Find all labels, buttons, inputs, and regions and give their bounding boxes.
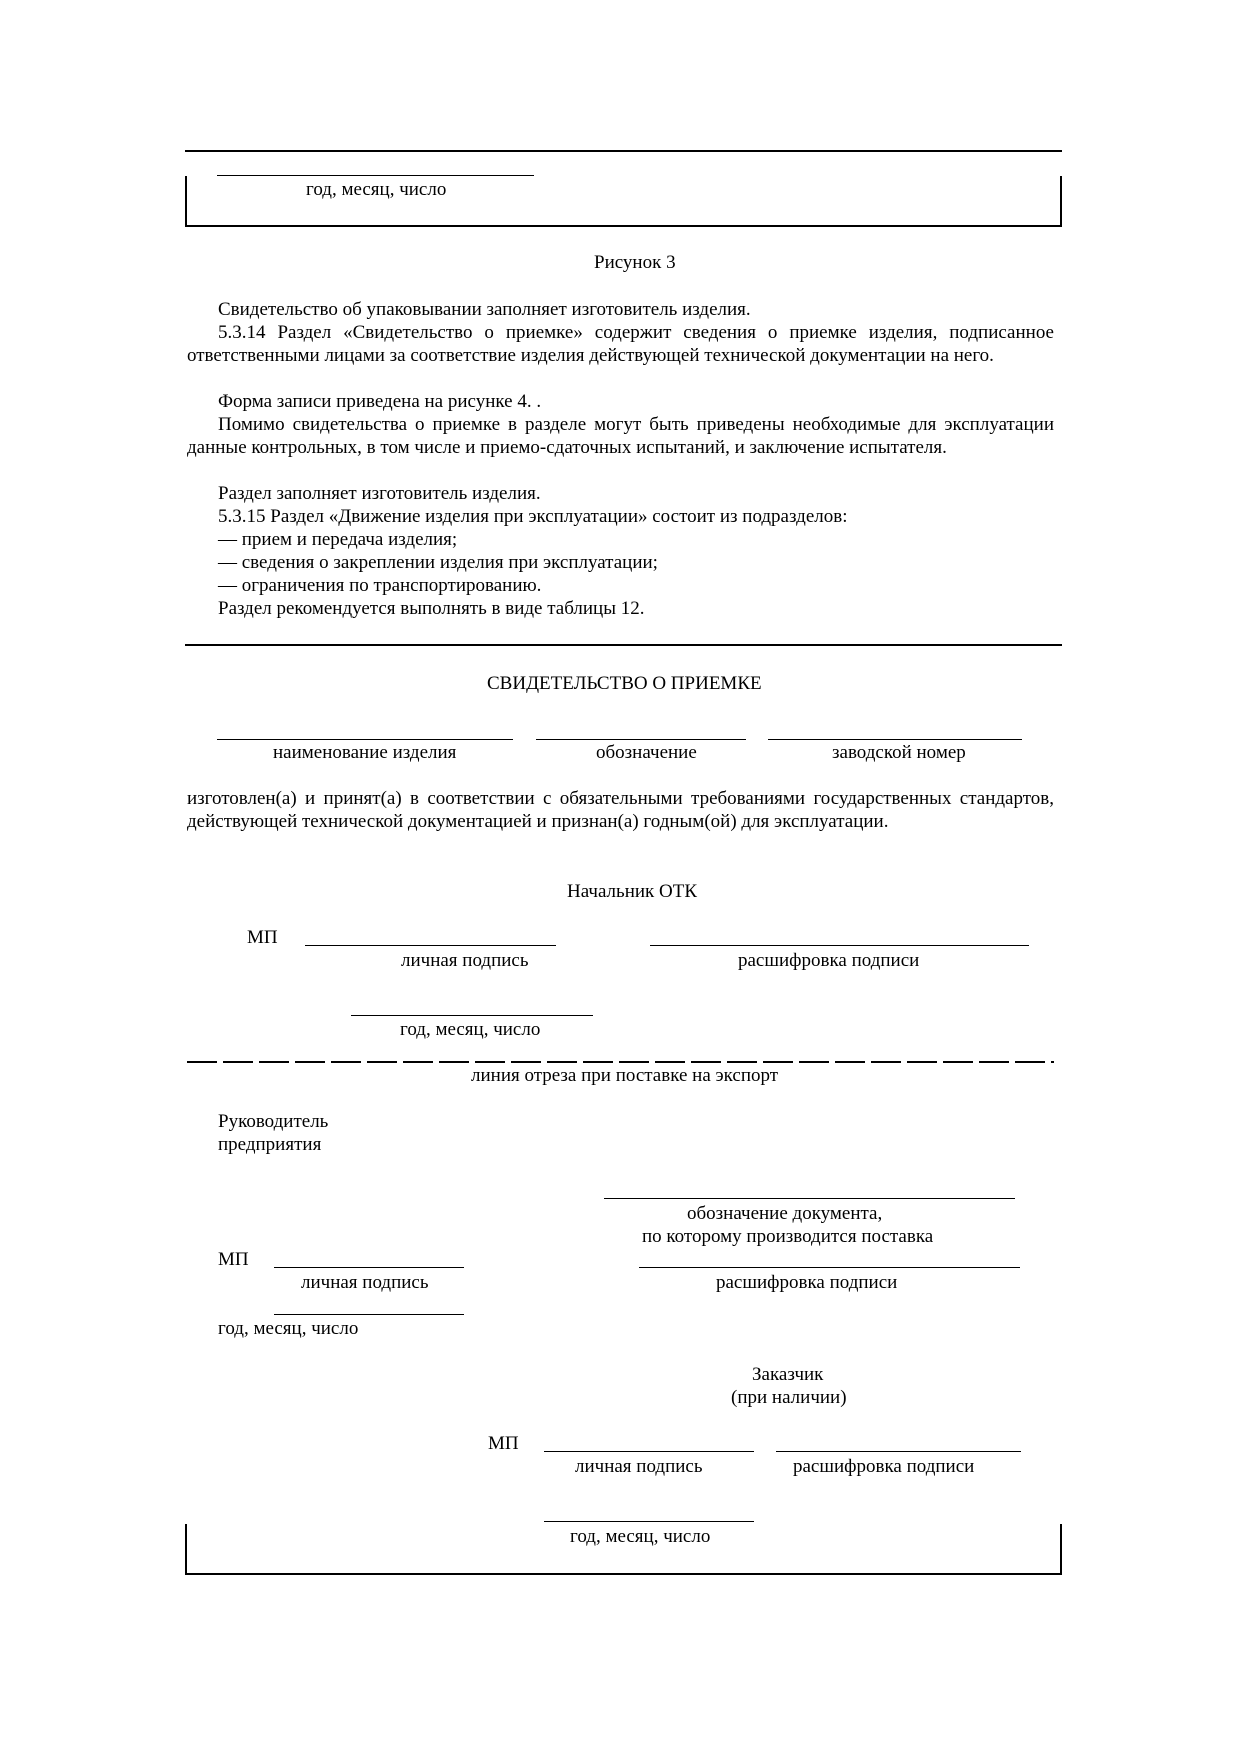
form-title: СВИДЕТЕЛЬСТВО О ПРИЕМКЕ (487, 673, 762, 694)
figure-caption: Рисунок 3 (594, 252, 676, 273)
decoding-caption: расшифровка подписи (738, 950, 920, 971)
paragraph: Раздел рекомендуется выполнять в виде таблицы 12. (218, 598, 645, 619)
manager-label: предприятия (218, 1134, 322, 1155)
figure3-frame-right-border (1060, 176, 1062, 227)
stamp-place-label: МП (218, 1249, 249, 1270)
date-underline (351, 1015, 593, 1016)
supply-document-underline (604, 1198, 1015, 1199)
cut-line (187, 1061, 1054, 1063)
customer-label: (при наличии) (731, 1387, 847, 1408)
form-frame-right-border (1060, 1524, 1062, 1575)
product-name-caption: наименование изделия (273, 742, 457, 763)
decoding-underline (650, 945, 1029, 946)
stamp-place-label: МП (247, 927, 278, 948)
signature-underline (274, 1267, 464, 1268)
stamp-place-label: МП (488, 1433, 519, 1454)
date-underline (544, 1521, 754, 1522)
decoding-caption: расшифровка подписи (793, 1456, 975, 1477)
designation-underline (536, 739, 746, 740)
form-frame-top-rule (185, 644, 1062, 646)
date-underline (274, 1314, 464, 1315)
paragraph: Форма записи приведена на рисунке 4. . (218, 391, 542, 412)
list-item: — прием и передача изделия; (218, 529, 458, 550)
customer-label: Заказчик (752, 1364, 824, 1385)
form-frame-left-border (185, 1524, 187, 1575)
decoding-caption: расшифровка подписи (716, 1272, 898, 1293)
certificate-statement: изготовлен(а) и принят(а) в соответствии с обязательными требованиями государственных стандартов, действующей технической документацией и признан(а) годным(ой) для эксплуатации. (187, 788, 1054, 832)
signature-underline (544, 1451, 754, 1452)
form-frame-bottom-rule (185, 1573, 1062, 1575)
figure3-frame-left-border (185, 176, 187, 227)
paragraph: Помимо свидетельства о приемке в разделе могут быть приведены необходимые для эксплуатации данные контрольных, в том числе и приемо-сдаточных испытаний, и заключение испытателя. (187, 414, 1054, 458)
figure3-frame-bottom-rule (185, 225, 1062, 227)
product-name-underline (217, 739, 513, 740)
figure3-frame-top-rule (185, 150, 1062, 152)
serial-number-underline (768, 739, 1022, 740)
paragraph: Раздел заполняет изготовитель изделия. (218, 483, 541, 504)
decoding-underline (639, 1267, 1020, 1268)
manager-label: Руководитель (218, 1111, 329, 1132)
supply-document-caption: по которому производится поставка (642, 1226, 934, 1247)
list-item: — сведения о закреплении изделия при эксплуатации; (218, 552, 658, 573)
date-caption: год, месяц, число (306, 179, 447, 200)
signature-caption: личная подпись (301, 1272, 429, 1293)
supply-document-caption: обозначение документа, (687, 1203, 883, 1224)
date-caption: год, месяц, число (400, 1019, 541, 1040)
paragraph: 5.3.15 Раздел «Движение изделия при эксплуатации» состоит из подразделов: (218, 506, 848, 527)
signature-underline (305, 945, 556, 946)
paragraph: 5.3.14 Раздел «Свидетельство о приемке» содержит сведения о приемке изделия, подписанное ответственными лицами за соответствие изделия действующей технической документации на него. (187, 322, 1054, 366)
date-caption: год, месяц, число (570, 1526, 711, 1547)
designation-caption: обозначение (596, 742, 697, 763)
decoding-underline (776, 1451, 1021, 1452)
date-underline (217, 175, 534, 176)
signature-caption: личная подпись (401, 950, 529, 971)
otk-head-label: Начальник ОТК (567, 881, 698, 902)
list-item: — ограничения по транспортированию. (218, 575, 542, 596)
paragraph: Свидетельство об упаковывании заполняет изготовитель изделия. (218, 299, 751, 320)
date-caption: год, месяц, число (218, 1318, 359, 1339)
cut-line-caption: линия отреза при поставке на экспорт (471, 1065, 779, 1086)
serial-number-caption: заводской номер (832, 742, 966, 763)
signature-caption: личная подпись (575, 1456, 703, 1477)
